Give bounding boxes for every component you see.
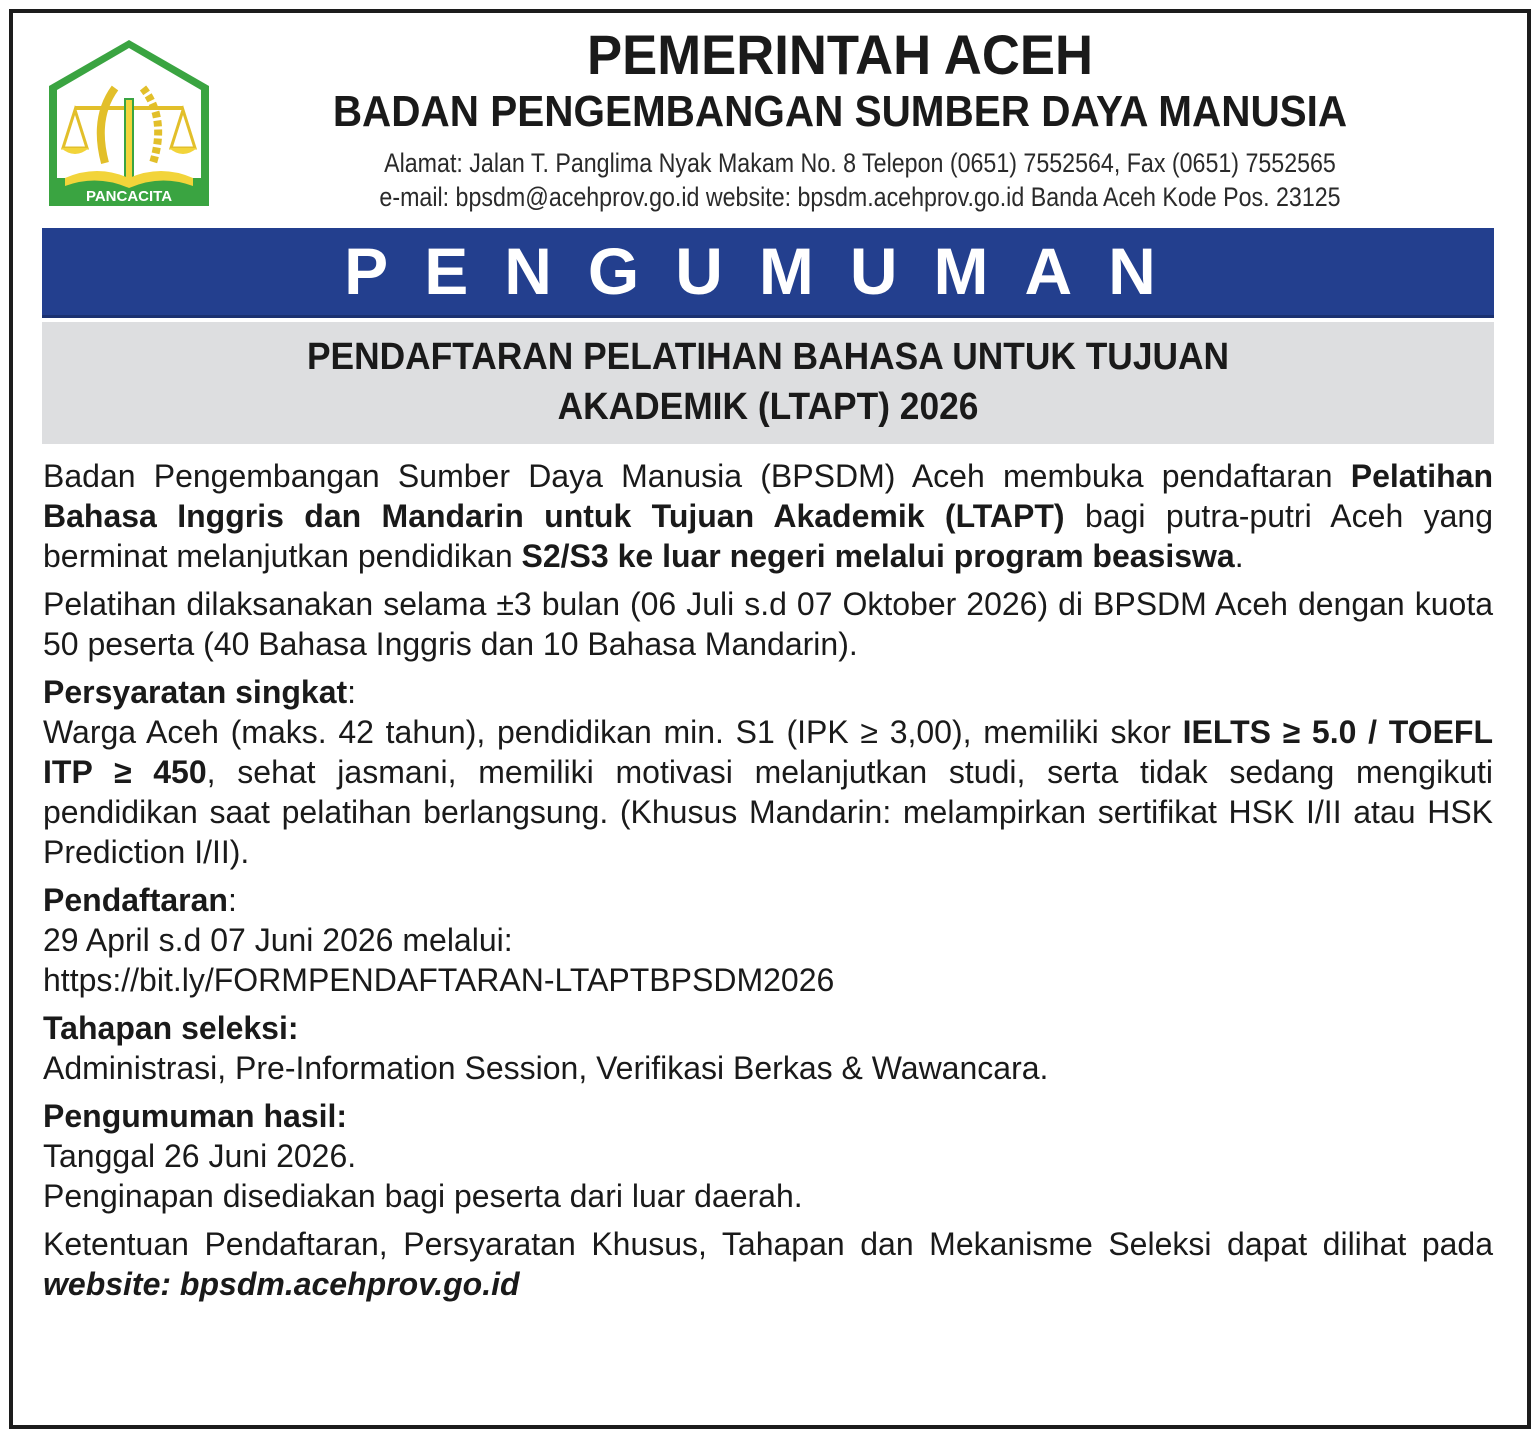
results-date: Tanggal 26 Juni 2026. <box>43 1138 357 1174</box>
address-line: Alamat: Jalan T. Panglima Nyak Makam No. 8 Telepon (0651) 7552564, Fax (0651) 7552565 <box>384 148 1336 178</box>
letterhead <box>215 24 1465 138</box>
requirements-heading: Persyaratan singkat <box>43 674 348 710</box>
announcement-subtitle <box>42 322 1494 444</box>
svg-text:PANCACITA: PANCACITA <box>85 188 173 205</box>
government-title: PEMERINTAH ACEH <box>587 23 1093 86</box>
selection-stages: Administrasi, Pre-Information Session, Verifikasi Berkas & Wawancara. <box>43 1050 1049 1086</box>
program-target: S2/S3 ke luar negeri melalui program beasiswa <box>521 538 1235 574</box>
subtitle-line-1: PENDAFTARAN PELATIHAN BAHASA UNTUK TUJUAN <box>306 336 1230 378</box>
registration-section: Pendaftaran: 29 April s.d 07 Juni 2026 melalui: https://bit.ly/FORMPENDAFTARAN-LTAPTBPSDM2026 <box>43 882 835 998</box>
selection-heading: Tahapan seleksi: <box>43 1010 299 1046</box>
agency-name: BADAN PENGEMBANGAN SUMBER DAYA MANUSIA <box>332 87 1348 136</box>
requirements-section: Persyaratan singkat: Warga Aceh (maks. 42 tahun), pendidikan min. S1 (IPK ≥ 3,00), memiliki skor IELTS ≥ 5.0 / TOEFL ITP ≥ 450, sehat jasmani, memiliki motivasi melanjutkan studi, serta tidak sedang mengikuti pendidikan saat pelatihan berlangsung. (Khusus Mandarin: melampirkan sertifikat HSK I/II atau HSK Prediction I/II). <box>43 674 1494 870</box>
contact-line: e-mail: bpsdm@acehprov.go.id website: bpsdm.acehprov.go.id Banda Aceh Kode Pos. 23125 <box>379 182 1341 212</box>
registration-dates: 29 April s.d 07 Juni 2026 melalui: <box>43 922 513 958</box>
score-requirement: IELTS ≥ 5.0 / TOEFL ITP ≥ 450 <box>43 714 1494 790</box>
results-heading: Pengumuman hasil: <box>43 1098 348 1134</box>
lodging-note: Penginapan disediakan bagi peserta dari luar daerah. <box>43 1178 803 1214</box>
announcement-body <box>43 456 1493 1312</box>
aceh-pancacita-emblem-icon <box>45 38 213 210</box>
subtitle-line-2: AKADEMIK (LTAPT) 2026 <box>557 386 979 428</box>
schedule-paragraph: Pelatihan dilaksanakan selama ±3 bulan (06 Juli s.d 07 Oktober 2026) di BPSDM Aceh dengan kuota 50 peserta (40 Bahasa Inggris dan 10 Bahasa Mandarin). <box>43 586 1493 662</box>
registration-heading: Pendaftaran <box>43 882 228 918</box>
website-link[interactable]: website: bpsdm.acehprov.go.id <box>43 1266 520 1302</box>
selection-section <box>43 1008 1493 1088</box>
program-name: Pelatihan Bahasa Inggris dan Mandarin untuk Tujuan Akademik (LTAPT) <box>43 458 1493 534</box>
announcement-banner: PENGUMUMAN <box>42 228 1494 318</box>
contact-block <box>378 146 1341 214</box>
results-section <box>43 1096 1493 1216</box>
intro-paragraph: Badan Pengembangan Sumber Daya Manusia (BPSDM) Aceh membuka pendaftaran Pelatihan Bahasa Inggris dan Mandarin untuk Tujuan Akademik (LTAPT) bagi putra-putri Aceh yang berminat melanjutkan pendidikan S2/S3 ke luar negeri melalui program beasiswa. <box>43 458 1494 574</box>
footer-note: Ketentuan Pendaftaran, Persyaratan Khusus, Tahapan dan Mekanisme Seleksi dapat dilihat pada website: bpsdm.acehprov.go.id <box>43 1226 1493 1302</box>
registration-link[interactable]: https://bit.ly/FORMPENDAFTARAN-LTAPTBPSDM2026 <box>43 962 835 998</box>
